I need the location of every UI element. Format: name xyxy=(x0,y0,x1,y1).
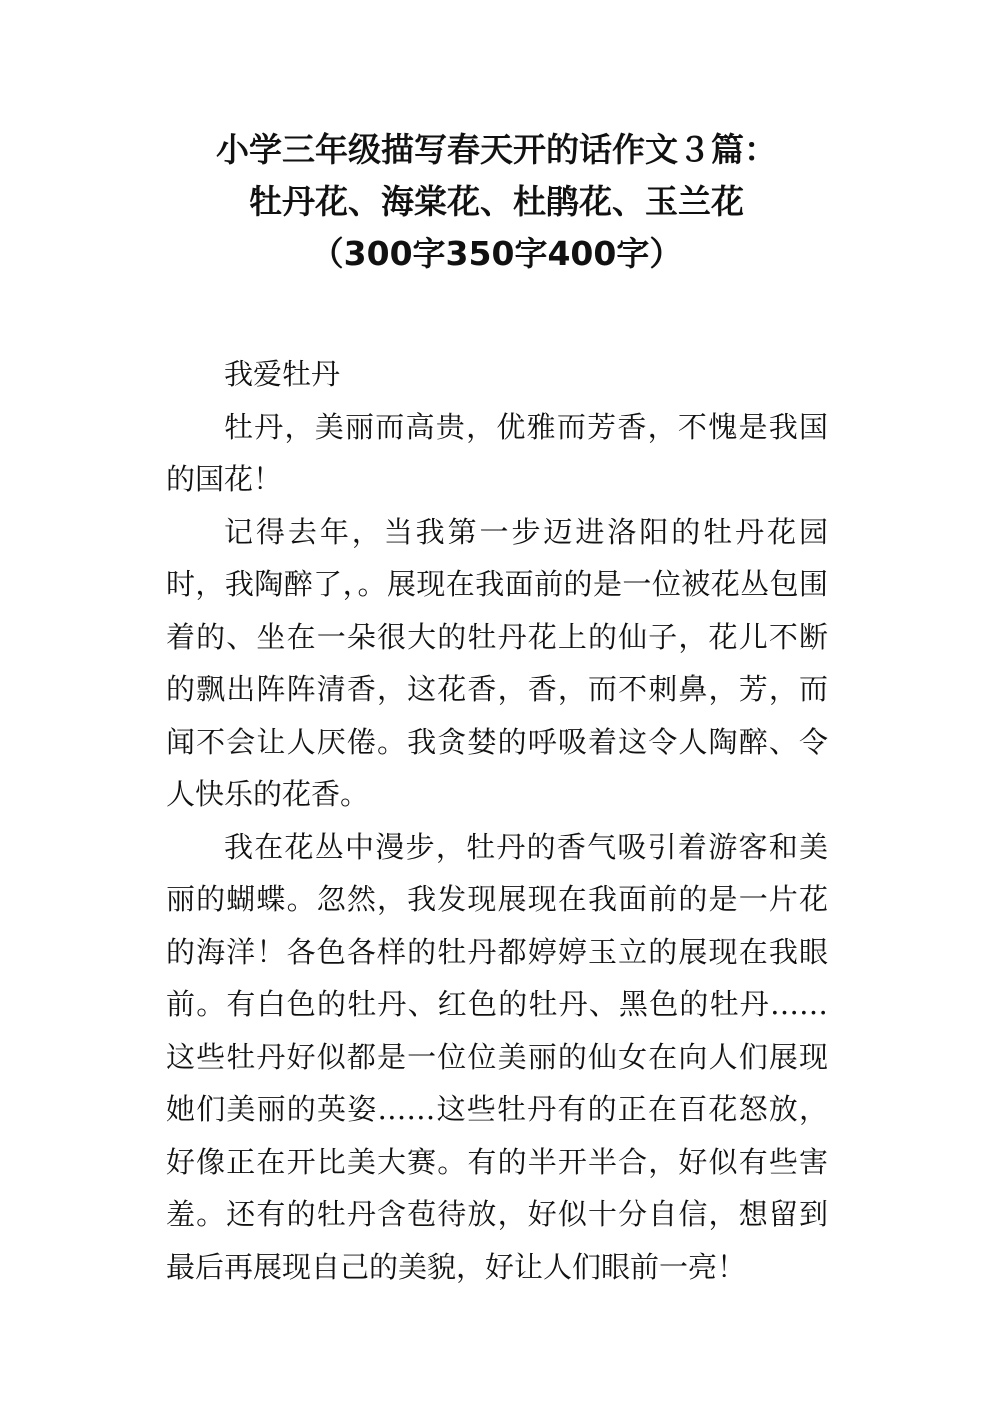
document-title xyxy=(120,124,873,280)
paragraph-1: 牡丹，美丽而高贵，优雅而芳香，不愧是我国的国花！ xyxy=(166,409,828,496)
document-body xyxy=(166,348,828,1293)
paragraph-3: 我在花丛中漫步，牡丹的香气吸引着游客和美丽的蝴蝶。忽然，我发现展现在我面前的是一片花的海洋！各色各样的牡丹都婷婷玉立的展现在我眼前。有白色的牡丹、红色的牡丹、黑色的牡丹……这些牡丹好似都是一位位美丽的仙女在向人们展现她们美丽的英姿……这些牡丹有的正在百花怒放，好像正在开比美大赛。有的半开半合，好似有些害羞。还有的牡丹含苞待放，好似十分自信，想留到最后再展现自己的美貌，好让人们眼前一亮！ xyxy=(166,829,828,1284)
title-line-3: （300字350字400字） xyxy=(310,234,683,273)
title-line-2: 牡丹花、海棠花、杜鹃花、玉兰花 xyxy=(249,182,744,221)
section-heading: 我爱牡丹 xyxy=(224,357,341,391)
paragraph-2: 记得去年，当我第一步迈进洛阳的牡丹花园时，我陶醉了，。展现在我面前的是一位被花丛包围着的、坐在一朵很大的牡丹花上的仙子，花儿不断的飘出阵阵清香，这花香，香，而不刺鼻，芳，而闻不会让人厌倦。我贪婪的呼吸着这令人陶醉、令人快乐的花香。 xyxy=(166,514,828,811)
title-line-1: 小学三年级描写春天开的话作文３篇： xyxy=(216,130,777,169)
